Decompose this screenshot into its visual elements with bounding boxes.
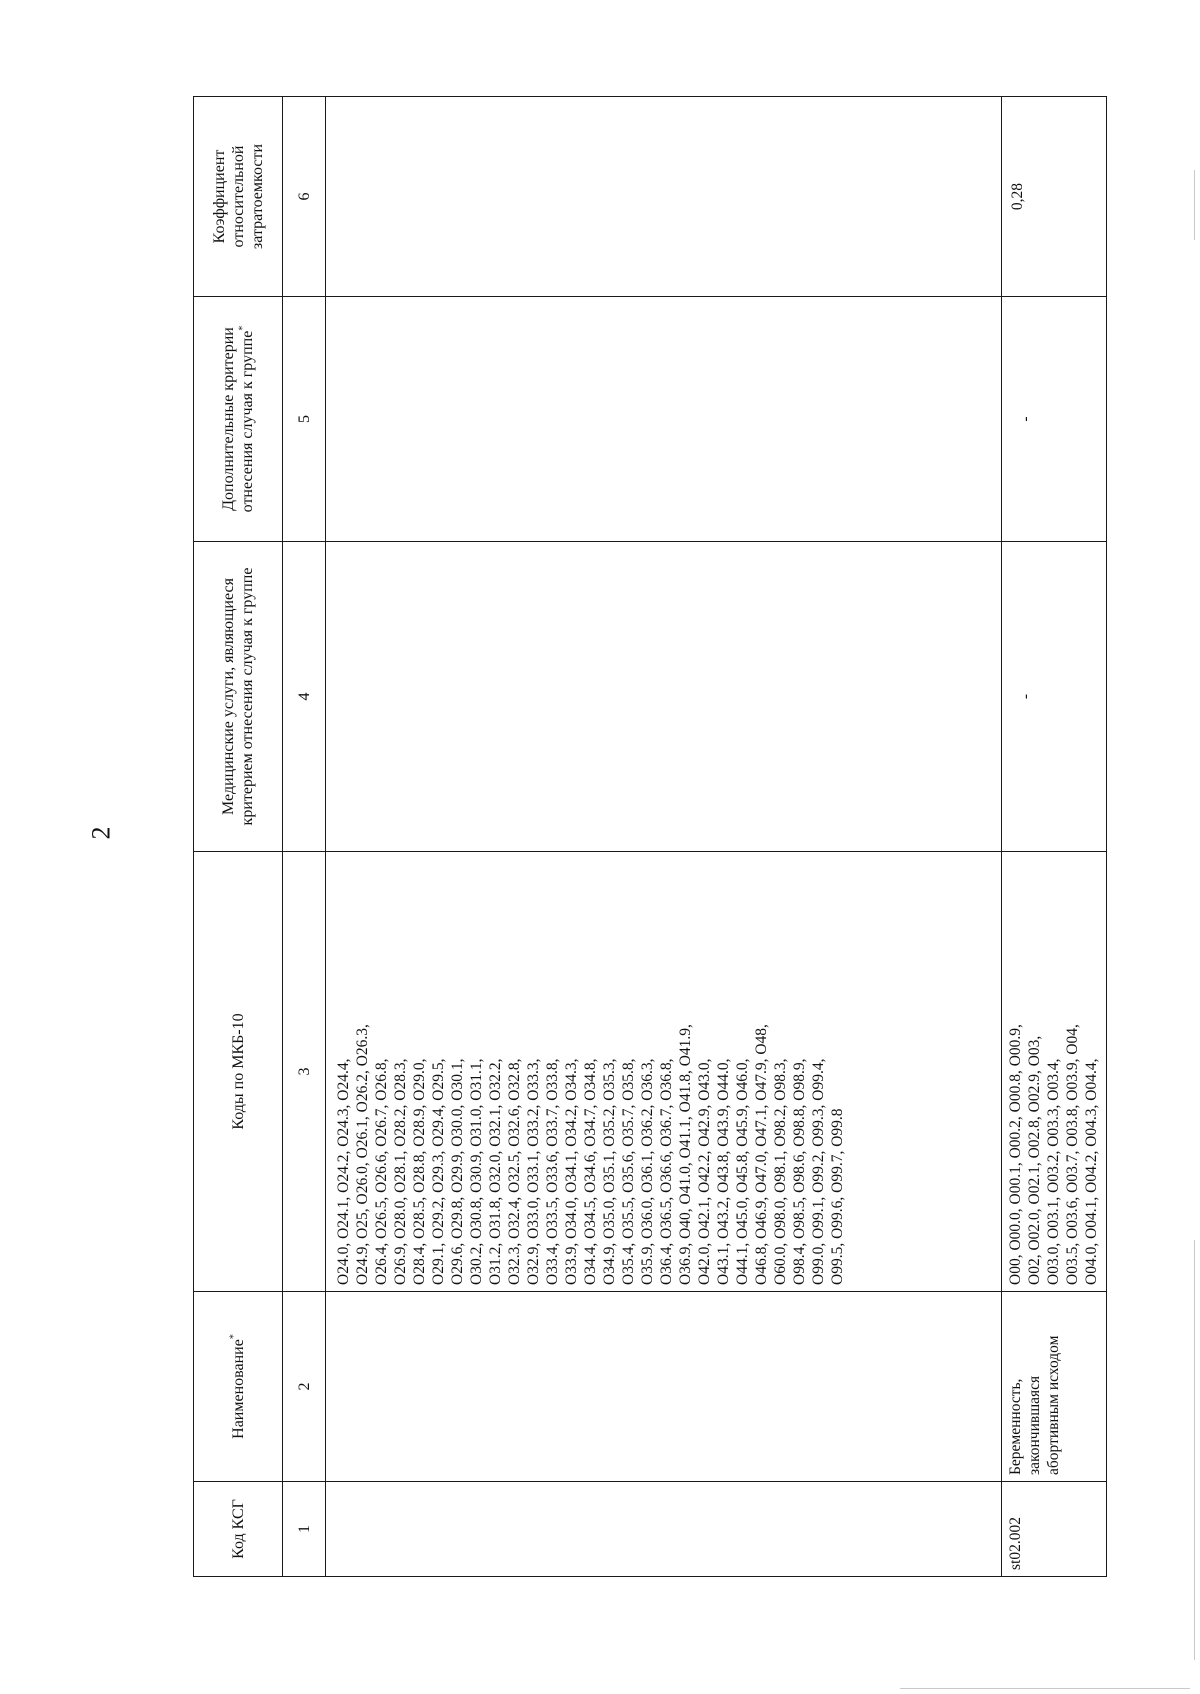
scan-edge-mark xyxy=(1194,1240,1195,1660)
header-services: Медицинские услуги, являющиеся критерием отнесения случая к группе xyxy=(194,542,283,852)
column-number: 4 xyxy=(283,542,326,852)
table-row xyxy=(1002,97,1107,1577)
header-extra-criteria: Дополнительные критерии отнесения случая к группе* xyxy=(194,297,283,542)
footnote-mark: * xyxy=(237,325,249,331)
header-name: Наименование* xyxy=(194,1292,283,1482)
tariff-table xyxy=(193,96,1107,1577)
page-number: 2 xyxy=(86,826,116,840)
column-number: 6 xyxy=(283,97,326,297)
row-services xyxy=(326,542,1002,852)
header-icd-codes: Коды по МКБ-10 xyxy=(194,852,283,1292)
column-number: 2 xyxy=(283,1292,326,1482)
row-name xyxy=(326,1292,1002,1482)
table-row xyxy=(326,97,1002,1577)
row-coefficient xyxy=(326,97,1002,297)
row-code xyxy=(326,1482,1002,1577)
row-name: Беременность, закончившаяся абортивным исходом xyxy=(1002,1292,1107,1482)
row-coefficient: 0,28 xyxy=(1002,97,1107,297)
footnote-mark: * xyxy=(228,1334,240,1340)
header-row xyxy=(194,97,283,1577)
header-code: Код КСГ xyxy=(194,1482,283,1577)
column-number: 5 xyxy=(283,297,326,542)
column-number-row xyxy=(283,97,326,1577)
row-extra-criteria: - xyxy=(1002,297,1107,542)
row-icd-codes: O24.0, O24.1, O24.2, O24.3, O24.4, O24.9, O25, O26.0, O26.1, O26.2, O26.3, O26.4, O26.5, O26.6, O26.7, O26.8, O26.9, O28.0, O28.1, O28.2, O28.3, O28.4, O28.5, O28.8, O28.9, O29.0, O29.1, O29.2, O29.3, O29.4, O29.5, O29.6, O29.8, O29.9, O30.0, O30.1, O30.2, O30.8, O30.9, O31.0, O31.1, O31.2, O31.8, O32.0, O32.1, O32.2, O32.3, O32.4, O32.5, O32.6, O32.8, O32.9, O33.0, O33.1, O33.2, O33.3, O33.4, O33.5, O33.6, O33.7, O33.8, O33.9, O34.0, O34.1, O34.2, O34.3, O34.4, O34.5, O34.6, O34.7, O34.8, O34.9, O35.0, O35.1, O35.2, O35.3, O35.4, O35.5, O35.6, O35.7, O35.8, O35.9, O36.0, O36.1, O36.2, O36.3, O36.4, O36.5, O36.6, O36.7, O36.8, O36.9, O40, O41.0, O41.1, O41.8, O41.9, O42.0, O42.1, O42.2, O42.9, O43.0, O43.1, O43.2, O43.8, O43.9, O44.0, O44.1, O45.0, O45.8, O45.9, O46.0, O46.8, O46.9, O47.0, O47.1, O47.9, O48, O60.0, O98.0, O98.1, O98.2, O98.3, O98.4, O98.5, O98.6, O98.8, O98.9, O99.0, O99.1, O99.2, O99.3, O99.4, O99.5, O99.6, O99.7, O99.8 xyxy=(326,852,1002,1292)
row-services: - xyxy=(1002,542,1107,852)
header-coefficient: Коэффициент относительной затратоемкости xyxy=(194,97,283,297)
scan-edge-mark xyxy=(900,1688,1190,1689)
row-code: st02.002 xyxy=(1002,1482,1107,1577)
row-icd-codes: O00, O00.0, O00.1, O00.2, O00.8, O00.9, O02, O02.0, O02.1, O02.8, O02.9, O03, O03.0, O03.1, O03.2, O03.3, O03.4, O03.5, O03.6, O03.7, O03.8, O03.9, O04, O04.0, O04.1, O04.2, O04.3, O04.4, xyxy=(1002,852,1107,1292)
column-number: 1 xyxy=(283,1482,326,1577)
scan-edge-mark xyxy=(1194,170,1195,240)
table-frame xyxy=(193,97,1100,1577)
row-extra-criteria xyxy=(326,297,1002,542)
column-number: 3 xyxy=(283,852,326,1292)
